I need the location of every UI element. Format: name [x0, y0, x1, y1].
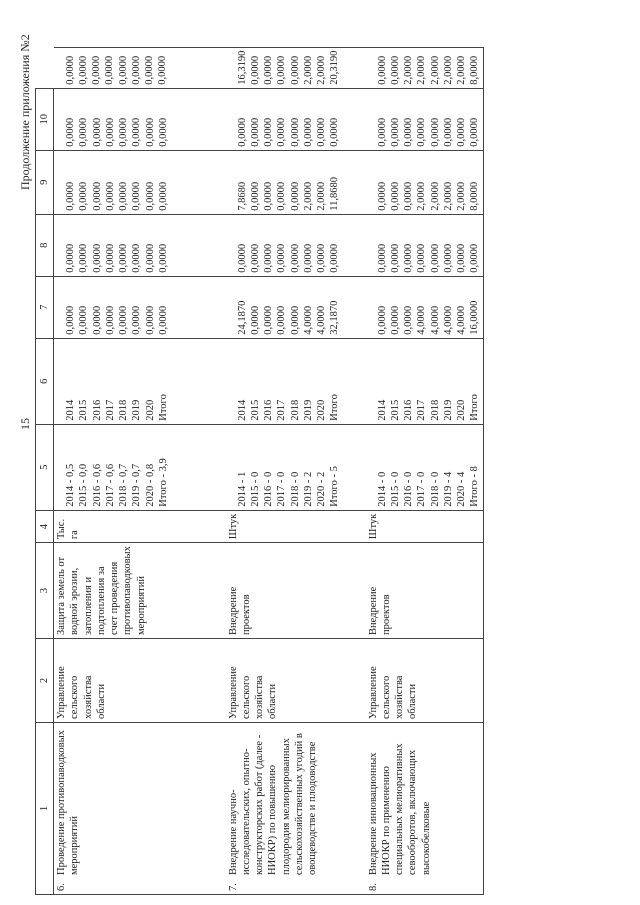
- cell-value: 0,0000: [249, 305, 261, 335]
- cell-value: 0,0000: [263, 305, 275, 335]
- cell-value: 16,3190: [236, 50, 248, 85]
- cell-value: 0,0000: [65, 181, 77, 211]
- cell-value: 0,0000: [329, 117, 341, 147]
- period-values: [226, 424, 366, 510]
- cell-value: 0,0000: [104, 305, 116, 335]
- cell-value: 0,0000: [91, 181, 103, 211]
- measure-name: Внедрение научно-исследовательских, опытно-конструкторских работ (далее - НИОКР) по повышению плодородия мелиорированных сельскохозяйственных угодий в овощеводстве и плодоводстве: [227, 733, 319, 875]
- year-values: [366, 338, 484, 424]
- cell-value: 0,0000: [442, 243, 454, 273]
- indicator-cell: Внедрение проектов: [366, 543, 484, 639]
- continuation-title: Продолжение приложения №2: [18, 34, 32, 190]
- cell-value: 2019 - 0,7: [131, 463, 143, 507]
- cell-value: 16,0000: [469, 300, 481, 335]
- cell-value: 2019: [302, 399, 314, 421]
- cell-value: 0,0000: [118, 243, 130, 273]
- cell-value: 0,0000: [403, 181, 415, 211]
- col9-values: [226, 88, 366, 150]
- year-values: [54, 338, 226, 424]
- cell-value: 0,0000: [249, 181, 261, 211]
- cell-value: 0,0000: [157, 55, 169, 85]
- cell-value: 0,0000: [302, 243, 314, 273]
- col6-values: [226, 276, 366, 338]
- cell-value: 2,0000: [316, 55, 328, 85]
- col7-values: [366, 214, 484, 276]
- col-header: 10: [36, 88, 54, 150]
- cell-value: 0,0000: [157, 117, 169, 147]
- cell-value: 2016 - 0: [263, 471, 275, 507]
- cell-value: 2015: [78, 399, 90, 421]
- cell-value: 0,0000: [236, 117, 248, 147]
- cell-value: 2015 - 0,0: [78, 463, 90, 507]
- cell-value: 0,0000: [91, 117, 103, 147]
- cell-value: 0,0000: [91, 243, 103, 273]
- cell-value: 0,0000: [302, 117, 314, 147]
- cell-value: 0,0000: [130, 55, 142, 85]
- header-row: [36, 47, 54, 894]
- row-number: 7.: [227, 883, 239, 891]
- cell-value: 2,0000: [416, 181, 428, 211]
- cell-value: 2,0000: [429, 181, 441, 211]
- cell-value: 0,0000: [376, 243, 388, 273]
- cell-value: 0,0000: [276, 181, 288, 211]
- cell-value: 0,0000: [77, 55, 89, 85]
- cell-value: 0,0000: [157, 305, 169, 335]
- cell-value: Итого - 3,9: [157, 458, 169, 507]
- measure-name: Внедрение инновационных НИОКР по применению специальных мелиоративных севооборотов, включающих высокобелковые: [367, 743, 432, 875]
- cell-value: 0,0000: [78, 181, 90, 211]
- cell-value: 4,0000: [416, 305, 428, 335]
- cell-value: 0,0000: [144, 181, 156, 211]
- cell-value: 2,0000: [429, 55, 441, 85]
- cell-value: 2016 - 0,6: [91, 463, 103, 507]
- cell-value: 2014 - 1: [236, 471, 248, 507]
- cell-value: 0,0000: [131, 305, 143, 335]
- col7-values: [226, 214, 366, 276]
- cell-value: 4,0000: [429, 305, 441, 335]
- cell-value: 4,0000: [302, 305, 314, 335]
- cell-value: 2019: [131, 399, 143, 421]
- cell-value: 0,0000: [316, 117, 328, 147]
- measure-cell: [54, 723, 226, 895]
- cell-value: 2020: [144, 399, 156, 421]
- cell-value: 2016: [263, 399, 275, 421]
- cell-value: 0,0000: [389, 243, 401, 273]
- col-header: 1: [36, 723, 54, 895]
- cell-value: 0,0000: [469, 117, 481, 147]
- cell-value: 2,0000: [456, 55, 468, 85]
- cell-value: 2014 - 0: [376, 471, 388, 507]
- cell-value: 8,0000: [469, 181, 481, 211]
- table-row: [366, 47, 484, 894]
- cell-value: 0,0000: [118, 181, 130, 211]
- unit-cell: Штук: [226, 510, 366, 542]
- cell-value: 0,0000: [289, 243, 301, 273]
- cell-value: 2015: [249, 399, 261, 421]
- cell-value: 0,0000: [249, 243, 261, 273]
- cell-value: 32,1870: [329, 300, 341, 335]
- cell-value: 0,0000: [263, 243, 275, 273]
- col10-values: [366, 47, 484, 88]
- cell-value: 2014: [65, 399, 77, 421]
- cell-value: 2015 - 0: [249, 471, 261, 507]
- cell-value: 0,0000: [144, 243, 156, 273]
- cell-value: 0,0000: [144, 55, 156, 85]
- cell-value: 2,0000: [442, 181, 454, 211]
- unit-cell: Штук: [366, 510, 484, 542]
- measure-cell: [226, 723, 366, 895]
- col7-values: [54, 214, 226, 276]
- cell-value: 2018: [289, 399, 301, 421]
- table-row: [226, 47, 366, 894]
- cell-value: 0,0000: [144, 117, 156, 147]
- unit-cell: Тыс. га: [54, 510, 226, 542]
- col6-values: [54, 276, 226, 338]
- col-header: 2: [36, 639, 54, 723]
- executor-cell: Управление сельского хозяйства области: [366, 639, 484, 723]
- cell-value: 0,0000: [131, 181, 143, 211]
- col-header: 9: [36, 150, 54, 214]
- cell-value: 0,0000: [263, 55, 275, 85]
- cell-value: Итого: [157, 394, 169, 421]
- cell-value: 0,0000: [329, 243, 341, 273]
- cell-value: 0,0000: [403, 117, 415, 147]
- cell-value: 0,0000: [429, 117, 441, 147]
- cell-value: 2,0000: [302, 55, 314, 85]
- cell-value: Итого - 8: [469, 466, 481, 507]
- period-values: [54, 424, 226, 510]
- cell-value: 0,0000: [131, 117, 143, 147]
- indicator-cell: Внедрение проектов: [226, 543, 366, 639]
- cell-value: 0,0000: [289, 181, 301, 211]
- cell-value: 2014: [236, 399, 248, 421]
- cell-value: 0,0000: [118, 117, 130, 147]
- cell-value: 0,0000: [65, 305, 77, 335]
- cell-value: 2018 - 0,7: [118, 463, 130, 507]
- cell-value: 2019 - 2: [302, 471, 314, 507]
- cell-value: 0,0000: [144, 305, 156, 335]
- cell-value: 0,0000: [104, 181, 116, 211]
- col-header: 6: [36, 338, 54, 424]
- cell-value: 0,0000: [276, 243, 288, 273]
- page-number: 15: [18, 418, 32, 430]
- cell-value: 0,0000: [276, 55, 288, 85]
- cell-value: 2018: [429, 399, 441, 421]
- cell-value: 0,0000: [249, 117, 261, 147]
- cell-value: 24,1870: [236, 300, 248, 335]
- cell-value: 0,0000: [429, 243, 441, 273]
- cell-value: Итого: [469, 394, 481, 421]
- cell-value: 2014 - 0,5: [65, 463, 77, 507]
- cell-value: 0,0000: [157, 181, 169, 211]
- cell-value: 20,3190: [329, 50, 341, 85]
- cell-value: 0,0000: [117, 55, 129, 85]
- executor-cell: Управление сельского хозяйства области: [54, 639, 226, 723]
- cell-value: 0,0000: [389, 117, 401, 147]
- cell-value: 4,0000: [442, 305, 454, 335]
- col8-values: [54, 150, 226, 214]
- executor-cell: Управление сельского хозяйства области: [226, 639, 366, 723]
- cell-value: 0,0000: [289, 305, 301, 335]
- cell-value: 0,0000: [78, 243, 90, 273]
- cell-value: 0,0000: [91, 305, 103, 335]
- year-values: [226, 338, 366, 424]
- cell-value: 2020 - 4: [456, 471, 468, 507]
- cell-value: 2015: [389, 399, 401, 421]
- cell-value: 0,0000: [65, 117, 77, 147]
- table-body: [54, 47, 484, 894]
- col-header: 3: [36, 543, 54, 639]
- cell-value: 0,0000: [104, 243, 116, 273]
- col6-values: [366, 276, 484, 338]
- cell-value: 0,0000: [403, 243, 415, 273]
- col8-values: [366, 150, 484, 214]
- cell-value: 2020 - 2: [316, 471, 328, 507]
- cell-value: 0,0000: [416, 243, 428, 273]
- cell-value: 0,0000: [104, 117, 116, 147]
- cell-value: 0,0000: [376, 55, 388, 85]
- cell-value: 2,0000: [442, 55, 454, 85]
- row-number: 6.: [56, 883, 68, 891]
- cell-value: 0,0000: [64, 55, 76, 85]
- cell-value: Итого: [329, 394, 341, 421]
- cell-value: 0,0000: [416, 117, 428, 147]
- cell-value: 2016 - 0: [403, 471, 415, 507]
- indicator-cell: Защита земель от водной эрозии, затопления и подтопления за счет проведения противопаводковых мероприятий: [54, 543, 226, 639]
- cell-value: 0,0000: [442, 117, 454, 147]
- cell-value: 0,0000: [403, 305, 415, 335]
- cell-value: 2020: [456, 399, 468, 421]
- cell-value: 7,8680: [236, 181, 248, 211]
- cell-value: 2014: [376, 399, 388, 421]
- cell-value: 2016: [403, 399, 415, 421]
- cell-value: 2,0000: [302, 181, 314, 211]
- cell-value: 0,0000: [456, 117, 468, 147]
- cell-value: 0,0000: [65, 243, 77, 273]
- measure-cell: [366, 723, 484, 895]
- cell-value: 2,0000: [316, 181, 328, 211]
- cell-value: 0,0000: [376, 305, 388, 335]
- col9-values: [366, 88, 484, 150]
- cell-value: 0,0000: [376, 117, 388, 147]
- cell-value: 0,0000: [469, 243, 481, 273]
- cell-value: 2017 - 0: [276, 471, 288, 507]
- col8-values: [226, 150, 366, 214]
- cell-value: 0,0000: [389, 305, 401, 335]
- cell-value: 2019: [442, 399, 454, 421]
- cell-value: 0,0000: [389, 181, 401, 211]
- measure-name: Проведение противопаводковых мероприятий: [56, 730, 81, 875]
- col10-values: [226, 47, 366, 88]
- cell-value: 2,0000: [456, 181, 468, 211]
- cell-value: 0,0000: [91, 55, 103, 85]
- cell-value: 2017: [276, 399, 288, 421]
- cell-value: 2020 - 0,8: [144, 463, 156, 507]
- col-header: 4: [36, 510, 54, 542]
- col10-values: [54, 47, 226, 88]
- cell-value: 2018: [118, 399, 130, 421]
- cell-value: 0,0000: [118, 305, 130, 335]
- cell-value: 4,0000: [456, 305, 468, 335]
- cell-value: 0,0000: [289, 117, 301, 147]
- table-row: [54, 47, 226, 894]
- col-header: 8: [36, 214, 54, 276]
- cell-value: 0,0000: [316, 243, 328, 273]
- cell-value: 2017 - 0: [416, 471, 428, 507]
- cell-value: 0,0000: [131, 243, 143, 273]
- cell-value: 0,0000: [263, 181, 275, 211]
- cell-value: 0,0000: [157, 243, 169, 273]
- row-number: 8.: [367, 883, 379, 891]
- cell-value: 0,0000: [78, 117, 90, 147]
- cell-value: 2,0000: [416, 55, 428, 85]
- cell-value: 0,0000: [249, 55, 261, 85]
- cell-value: 4,0000: [316, 305, 328, 335]
- cell-value: 0,0000: [289, 55, 301, 85]
- cell-value: 2016: [91, 399, 103, 421]
- col9-values: [54, 88, 226, 150]
- cell-value: 0,0000: [276, 305, 288, 335]
- cell-value: 2018 - 0: [429, 471, 441, 507]
- cell-value: 0,0000: [236, 243, 248, 273]
- cell-value: 2017: [416, 399, 428, 421]
- cell-value: 2017 - 0,6: [104, 463, 116, 507]
- cell-value: 0,0000: [389, 55, 401, 85]
- cell-value: 0,0000: [456, 243, 468, 273]
- period-values: [366, 424, 484, 510]
- cell-value: 2015 - 0: [389, 471, 401, 507]
- cell-value: 0,0000: [104, 55, 116, 85]
- cell-value: 0,0000: [276, 117, 288, 147]
- cell-value: 0,0000: [376, 181, 388, 211]
- col-header: 7: [36, 276, 54, 338]
- cell-value: Итого - 5: [329, 466, 341, 507]
- cell-value: 11,8680: [329, 176, 341, 211]
- cell-value: 2019 - 4: [442, 471, 454, 507]
- cell-value: 2,0000: [403, 55, 415, 85]
- cell-value: 2017: [104, 399, 116, 421]
- cell-value: 2018 - 0: [289, 471, 301, 507]
- cell-value: 0,0000: [78, 305, 90, 335]
- cell-value: 0,0000: [263, 117, 275, 147]
- cell-value: 8,0000: [469, 55, 481, 85]
- program-table: [35, 47, 484, 895]
- col-header: 5: [36, 424, 54, 510]
- cell-value: 2020: [316, 399, 328, 421]
